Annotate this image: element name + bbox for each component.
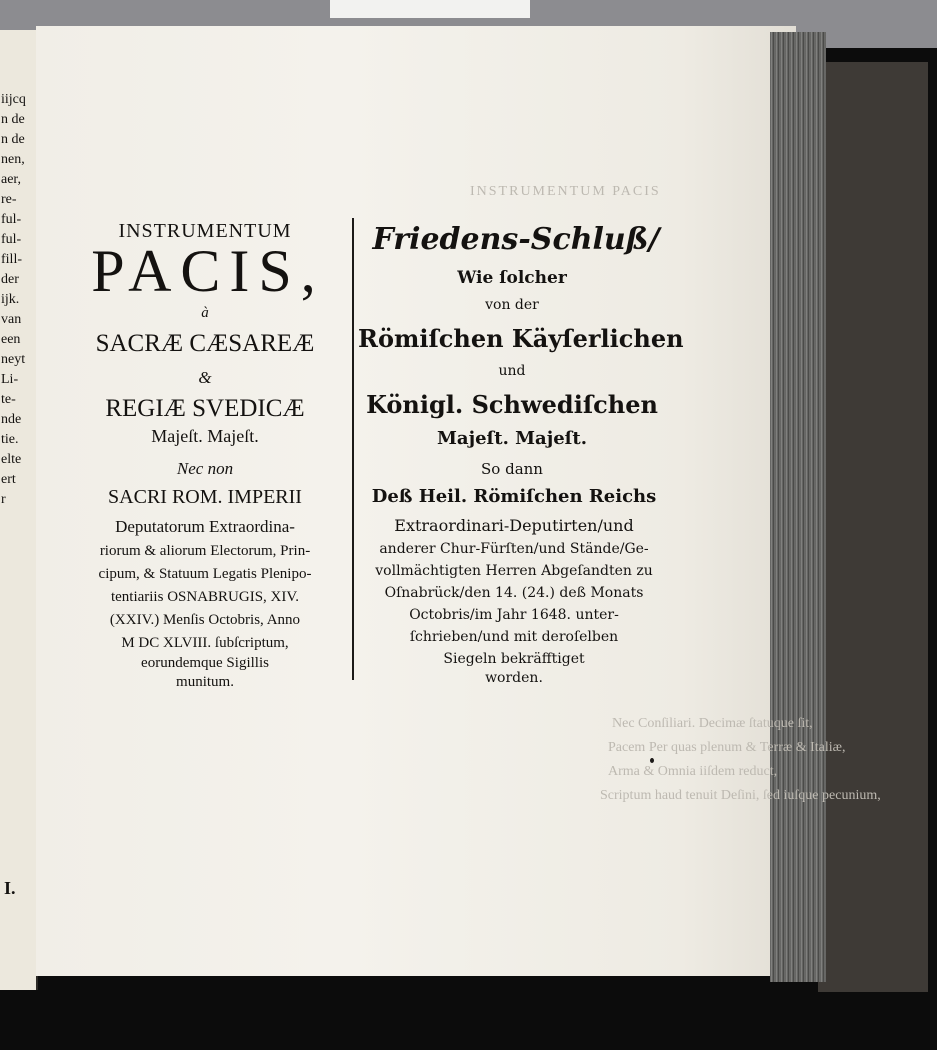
left-page-fragment: nde — [1, 412, 22, 427]
german-line: Siegeln bekräfftiget — [443, 651, 585, 667]
latin-title-pacis: PACIS, — [91, 238, 325, 304]
left-page-edge — [0, 30, 38, 990]
latin-line: à — [201, 305, 209, 321]
ghost-text: Pacem Per quas plenum & Terræ & Italiæ, — [608, 740, 846, 755]
latin-title-line: INSTRUMENTUM — [118, 220, 292, 242]
left-page-fragment: fill- — [1, 252, 22, 267]
left-page-fragment: n de — [1, 132, 25, 147]
german-line: vollmächtigten Herren Abgeſandten zu — [375, 563, 653, 579]
page-fore-edge — [770, 32, 826, 982]
latin-line: (XXIV.) Menſis Octobris, Anno — [109, 612, 301, 628]
left-page-fragment: ful- — [1, 232, 22, 247]
latin-line: riorum & aliorum Electorum, Prin- — [99, 543, 311, 559]
german-line: Extraordinari-Deputirten/und — [394, 516, 634, 535]
left-page-fragment: te- — [1, 392, 16, 407]
latin-line: Deputatorum Extraordina- — [115, 517, 295, 536]
ghost-text: Arma & Omnia iiſdem reduct, — [608, 764, 778, 779]
german-line: anderer Chur-Fürſten/und Stände/Ge- — [379, 541, 649, 557]
latin-line: SACRÆ CÆSAREÆ — [95, 330, 315, 357]
left-page-fragment: van — [1, 312, 22, 327]
left-page-fragment: Li- — [1, 372, 19, 387]
left-page-fragment: tie. — [1, 432, 19, 447]
ghost-text: INSTRUMENTUM PACIS — [470, 184, 661, 199]
left-page-fragment: aer, — [1, 172, 22, 187]
latin-line: munitum. — [176, 674, 234, 690]
left-page-fragment: re- — [1, 192, 17, 207]
left-page-fragment: r — [1, 492, 6, 507]
ghost-text: Nec Conſiliari. Decimæ ſtatuque ſit, — [612, 716, 813, 731]
left-page-fragment: iijcq — [1, 92, 26, 107]
german-line: Deß Heil. Römiſchen Reichs — [371, 486, 657, 507]
latin-line: eorundemque Sigillis — [141, 655, 269, 671]
ink-dot — [650, 758, 654, 763]
german-line: Wie ſolcher — [457, 268, 567, 288]
left-page-fragment: nen, — [1, 152, 25, 167]
column-divider — [352, 218, 354, 680]
german-line: worden. — [485, 670, 543, 686]
left-page-fragment: I. — [4, 878, 16, 898]
book-cover — [818, 62, 928, 992]
german-line: Römiſchen Käyſerlichen — [358, 324, 684, 353]
german-line: und — [498, 363, 526, 379]
latin-line: tentiariis OSNABRUGIS, XIV. — [110, 589, 300, 605]
left-page-fragment: een — [1, 332, 21, 347]
latin-line: Nec non — [176, 459, 234, 478]
german-line: Octobris/im Jahr 1648. unter- — [409, 607, 619, 623]
german-line: ſchrieben/und mit deroſelben — [409, 629, 619, 645]
paper-strip — [330, 0, 530, 18]
left-page-fragment: ful- — [1, 212, 22, 227]
latin-line: M DC XLVIII. ſubſcriptum, — [121, 635, 289, 651]
latin-line: SACRI ROM. IMPERII — [108, 486, 302, 508]
german-line: von der — [485, 297, 539, 313]
german-line: Oſnabrück/den 14. (24.) deß Monats — [384, 585, 644, 601]
ghost-text: Scriptum haud tenuit Deſini, ſed iuſque pecunium, — [600, 788, 881, 803]
left-page-fragment: ijk. — [1, 292, 20, 307]
left-page-fragment: elte — [1, 452, 22, 467]
left-page-fragment: der — [1, 272, 19, 287]
german-line: Königl. Schwediſchen — [366, 390, 658, 419]
german-line: So dann — [481, 460, 543, 478]
german-title: Friedens-Schluß/ — [372, 222, 660, 257]
left-page-fragment: neyt — [1, 352, 26, 367]
latin-line: REGIÆ SVEDICÆ — [105, 395, 305, 422]
latin-line: cipum, & Statuum Legatis Plenipo- — [98, 566, 312, 582]
left-page-fragment: ert — [1, 472, 16, 487]
german-line: Majeſt. Majeſt. — [436, 428, 588, 449]
latin-line: Majeſt. Majeſt. — [151, 426, 259, 446]
latin-line: & — [198, 368, 212, 387]
left-page-fragment: n de — [1, 112, 25, 127]
